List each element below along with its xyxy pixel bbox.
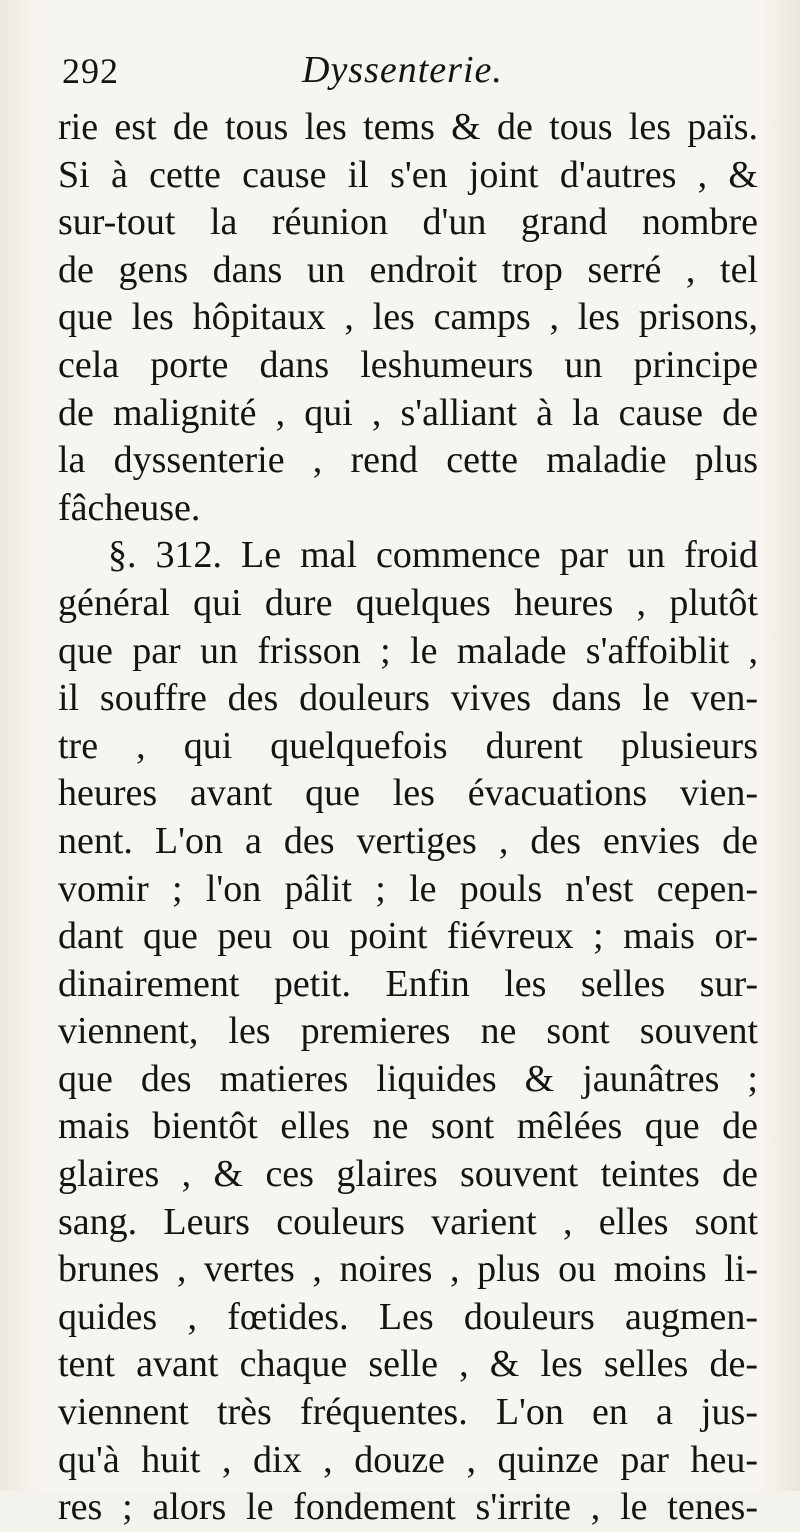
text-line: Si à cette cause il s'en joint d'autres , & bbox=[58, 153, 758, 196]
text-line: sur-tout la réunion d'un grand nombre bbox=[58, 201, 758, 244]
text-line: que par un frisson ; le malade s'affoiblit , bbox=[58, 629, 758, 672]
text-line: res ; alors le fondement s'irrite , le tenes- bbox=[58, 1486, 758, 1529]
text-line: cela porte dans leshumeurs un principe bbox=[58, 343, 758, 386]
text-line: brunes , vertes , noires , plus ou moins li- bbox=[58, 1248, 758, 1291]
text-line: de malignité , qui , s'alliant à la cause de bbox=[58, 391, 758, 434]
text-line: général qui dure quelques heures , plutôt bbox=[58, 581, 758, 624]
text-line: qu'à huit , dix , douze , quinze par heu- bbox=[58, 1438, 758, 1481]
text-line: que des matieres liquides & jaunâtres ; bbox=[58, 1057, 758, 1100]
text-line: vomir ; l'on pâlit ; le pouls n'est cepen- bbox=[58, 867, 758, 910]
page-header bbox=[62, 48, 752, 108]
text-line: nent. L'on a des vertiges , des envies de bbox=[58, 819, 758, 862]
text-line: quides , fœtides. Les douleurs augmen- bbox=[58, 1295, 758, 1338]
body-text bbox=[58, 104, 758, 1532]
text-line: viennent très fréquentes. L'on en a jus- bbox=[58, 1391, 758, 1434]
text-line: glaires , & ces glaires souvent teintes de bbox=[58, 1153, 758, 1196]
section-start-line: §. 312. Le mal commence par un froid bbox=[108, 534, 758, 577]
running-title: Dyssenterie. bbox=[302, 49, 503, 91]
text-line: tre , qui quelquefois durent plusieurs bbox=[58, 724, 758, 767]
text-line: heures avant que les évacuations vien- bbox=[58, 772, 758, 815]
text-line: fâcheuse. bbox=[58, 486, 201, 529]
text-line: tent avant chaque selle , & les selles de- bbox=[58, 1343, 758, 1386]
text-line: il souffre des douleurs vives dans le ven- bbox=[58, 677, 758, 720]
text-line: viennent, les premieres ne sont souvent bbox=[58, 1010, 758, 1053]
text-line: rie est de tous les tems & de tous les païs. bbox=[58, 106, 758, 148]
text-line: que les hôpitaux , les camps , les prisons, bbox=[58, 296, 758, 339]
page-number: 292 bbox=[62, 51, 119, 91]
text-line: la dyssenterie , rend cette maladie plus bbox=[58, 439, 758, 482]
text-line: dant que peu ou point fiévreux ; mais or- bbox=[58, 915, 758, 958]
text-line: dinairement petit. Enfin les selles sur- bbox=[58, 962, 758, 1005]
text-line: sang. Leurs couleurs varient , elles sont bbox=[58, 1200, 758, 1243]
text-line: de gens dans un endroit trop serré , tel bbox=[58, 248, 758, 291]
text-line: mais bientôt elles ne sont mêlées que de bbox=[58, 1105, 758, 1148]
